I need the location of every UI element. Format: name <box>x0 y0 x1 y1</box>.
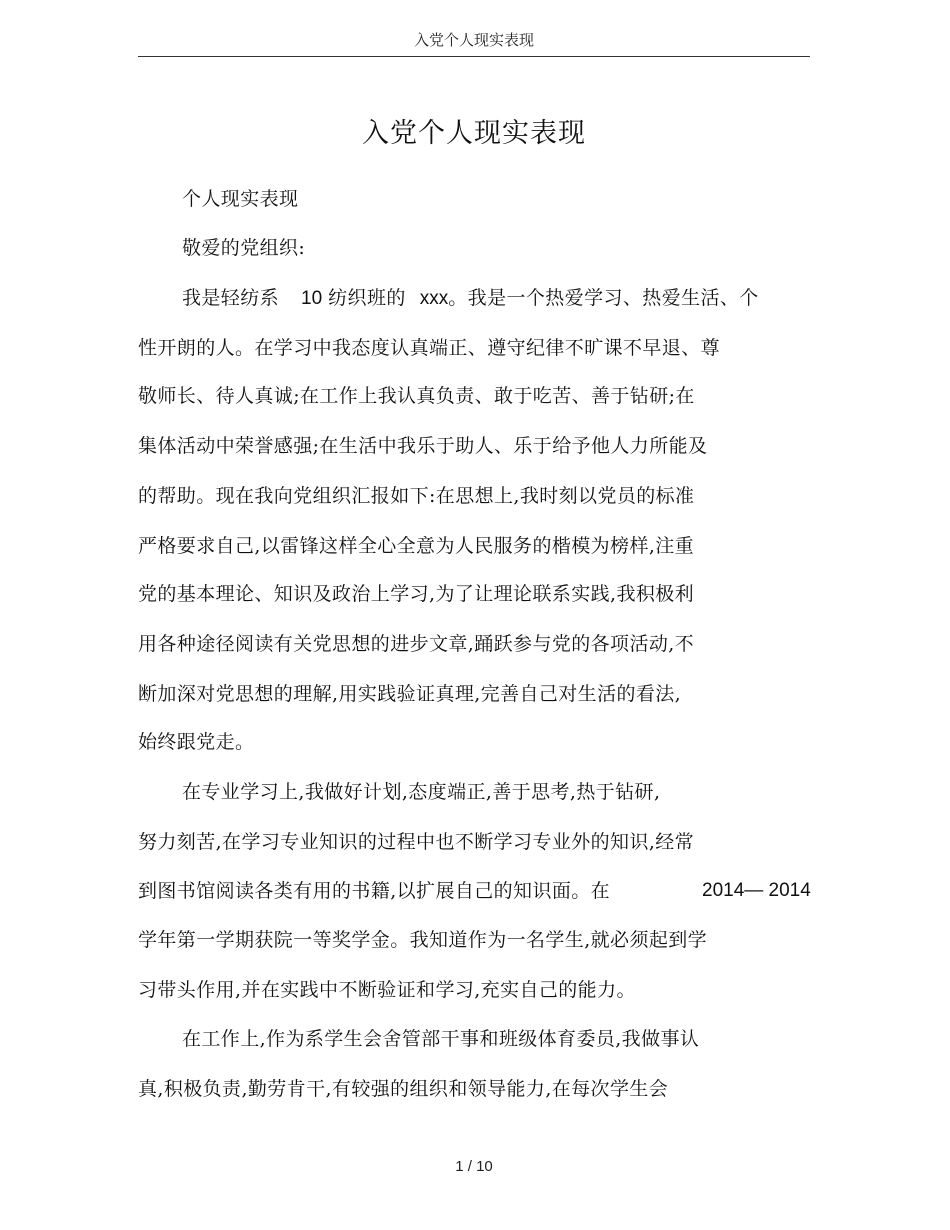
paragraph-1-line-5: 的帮助。现在我向党组织汇报如下:在思想上,我时刻以党员的标准 <box>138 485 695 507</box>
paragraph-1-line-2: 性开朗的人。在学习中我态度认真端正、遵守纪律不旷课不早退、尊 <box>138 337 721 359</box>
paragraph-3-line-2: 真,积极负责,勤劳肯干,有较强的组织和领导能力,在每次学生会 <box>138 1078 669 1100</box>
text-segment: 纺织班的 <box>328 287 406 309</box>
paragraph-1-line-1 <box>182 283 759 314</box>
header-divider <box>138 56 810 57</box>
paragraph-1-line-7: 党的基本理论、知识及政治上学习,为了让理论联系实践,我积极利 <box>138 583 695 605</box>
student-name: xxx <box>419 288 449 309</box>
paragraph-2-line-3: 到图书馆阅读各类有用的书籍,以扩展自己的知识面。在 <box>138 880 611 902</box>
running-header: 入党个人现实表现 <box>413 31 534 49</box>
document-title: 入党个人现实表现 <box>362 118 586 149</box>
paragraph-2-line-4: 学年第一学期获院一等奖学金。我知道作为一名学生,就必须起到学 <box>138 929 708 951</box>
salutation: 敬爱的党组织: <box>182 237 306 259</box>
text-segment: 我是轻纺系 <box>182 287 280 309</box>
paragraph-1-line-6: 严格要求自己,以雷锋这样全心全意为人民服务的楷模为榜样,注重 <box>138 535 695 557</box>
text-segment: 。我是一个热爱学习、热爱生活、个 <box>448 287 759 309</box>
paragraph-2-line-2: 努力刻苦,在学习专业知识的过程中也不断学习专业外的知识,经常 <box>138 831 695 853</box>
paragraph-3-line-1: 在工作上,作为系学生会舍管部干事和班级体育委员,我做事认 <box>182 1028 700 1050</box>
paragraph-1-line-9: 断加深对党思想的理解,用实践验证真理,完善自己对生活的看法, <box>138 683 682 705</box>
academic-year-range: 2014— 2014 <box>702 880 811 901</box>
class-number: 10 <box>301 288 323 309</box>
paragraph-1-line-4: 集体活动中荣誉感强;在生活中我乐于助人、乐于给予他人力所能及 <box>138 435 708 457</box>
paragraph-1-line-10: 始终跟党走。 <box>138 731 255 753</box>
paragraph-2-line-1: 在专业学习上,我做好计划,态度端正,善于思考,热于钻研, <box>182 781 661 803</box>
paragraph-1-line-3: 敬师长、待人真诚;在工作上我认真负责、敢于吃苦、善于钻研;在 <box>138 385 695 407</box>
page-indicator: 1 / 10 <box>455 1158 493 1175</box>
paragraph-2-line-5: 习带头作用,并在实践中不断验证和学习,充实自己的能力。 <box>138 979 636 1001</box>
paragraph-1-line-8: 用各种途径阅读有关党思想的进步文章,踊跃参与党的各项活动,不 <box>138 633 695 655</box>
document-subtitle: 个人现实表现 <box>182 188 299 210</box>
